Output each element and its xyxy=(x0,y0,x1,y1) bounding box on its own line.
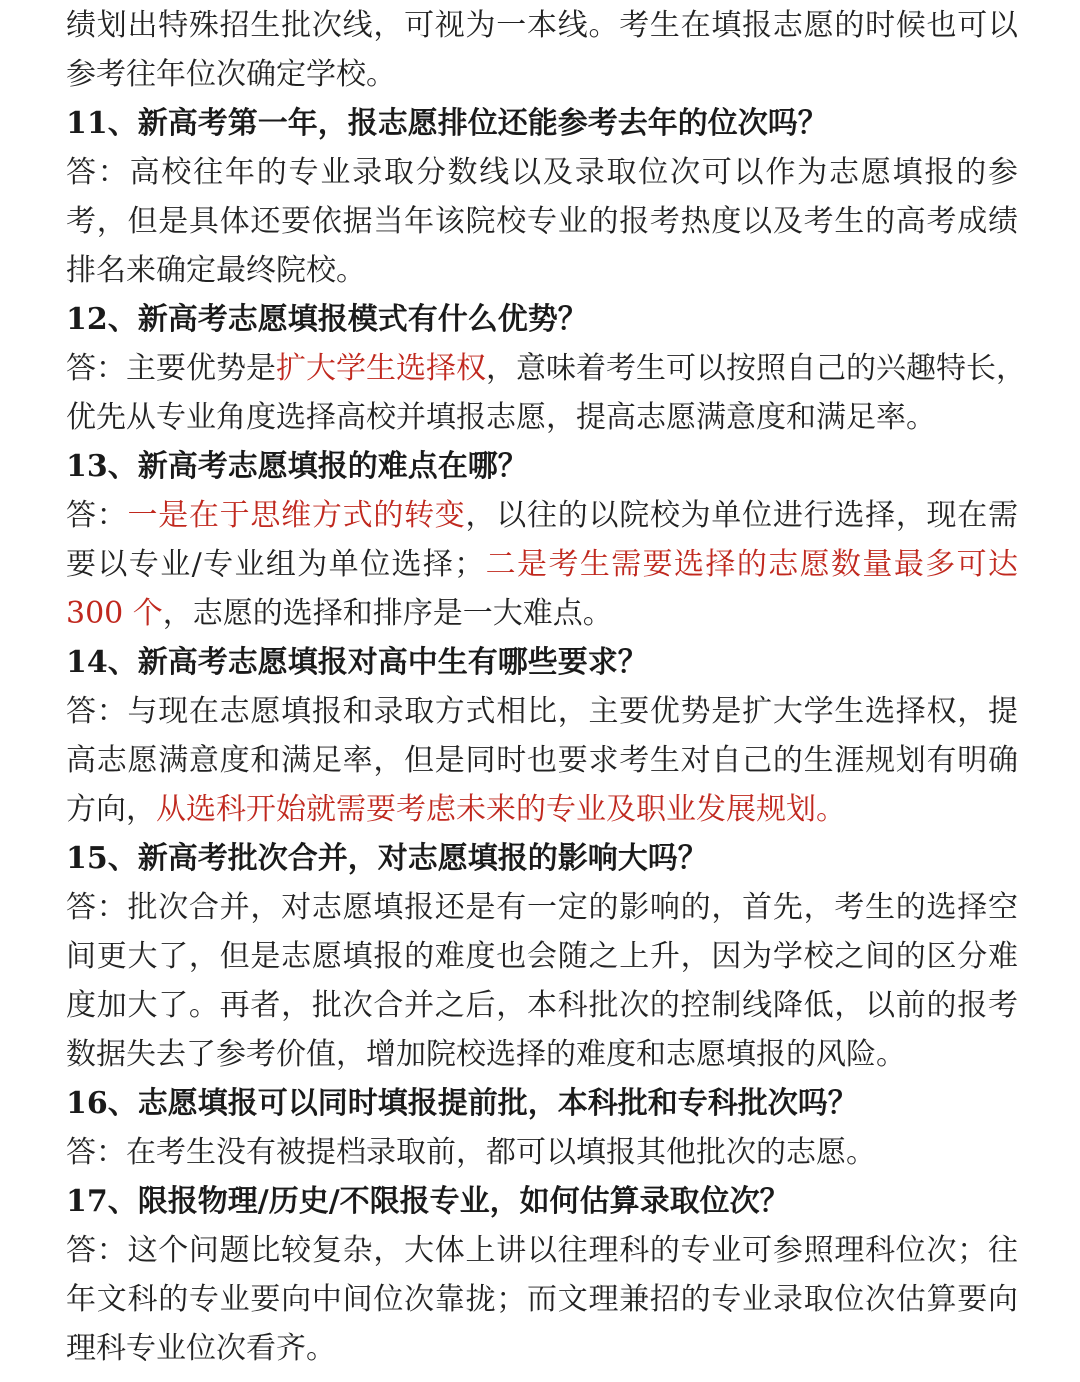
answer-11-line-1: 答：高校往年的专业录取分数线以及录取位次可以作为志愿填报的参 xyxy=(66,155,1018,190)
answer-12-text-cont: ，意味着考生可以按照自己的兴趣特长， xyxy=(486,351,1026,386)
answer-11-line-2: 考，但是具体还要依据当年该院校专业的报考热度以及考生的高考成绩 xyxy=(66,204,1018,239)
answer-13-line-2 xyxy=(66,540,1018,589)
answer-14-highlight: 从选科开始就需要考虑未来的专业及职业发展规划。 xyxy=(156,792,846,827)
answer-14-line-3 xyxy=(66,785,1018,834)
answer-13-text-2: 要以专业/专业组为单位选择； xyxy=(66,547,485,582)
question-11-heading: 11、新高考第一年，报志愿排位还能参考去年的位次吗？ xyxy=(66,106,828,141)
answer-15-line-3: 度加大了。再者，批次合并之后，本科批次的控制线降低，以前的报考 xyxy=(66,988,1018,1023)
answer-14-line-1: 答：与现在志愿填报和录取方式相比，主要优势是扩大学生选择权，提 xyxy=(66,694,1018,729)
answer-16-line-1: 答：在考生没有被提档录取前，都可以填报其他批次的志愿。 xyxy=(66,1135,876,1170)
answer-11-line-3: 排名来确定最终院校。 xyxy=(66,253,366,288)
answer-15-line-2: 间更大了，但是志愿填报的难度也会随之上升，因为学校之间的区分难 xyxy=(66,939,1018,974)
answer-13-line-3 xyxy=(66,589,1018,638)
question-14-heading: 14、新高考志愿填报对高中生有哪些要求？ xyxy=(66,645,648,680)
question-16-heading: 16、志愿填报可以同时填报提前批，本科批和专科批次吗？ xyxy=(66,1086,858,1121)
answer-13-highlight-3: 300 个 xyxy=(66,596,163,631)
intro-line-2: 参考往年位次确定学校。 xyxy=(66,57,396,92)
answer-13-line-1 xyxy=(66,491,1018,540)
document-body xyxy=(66,0,1026,1373)
answer-14-text: 方向， xyxy=(66,792,156,827)
question-17-heading: 17、限报物理/历史/不限报专业，如何估算录取位次？ xyxy=(66,1184,790,1219)
answer-15-line-4: 数据失去了参考价值，增加院校选择的难度和志愿填报的风险。 xyxy=(66,1037,906,1072)
answer-12-highlight: 扩大学生选择权 xyxy=(276,351,486,386)
answer-14-line-2: 高志愿满意度和满足率，但是同时也要求考生对自己的生涯规划有明确 xyxy=(66,743,1018,778)
question-13-heading: 13、新高考志愿填报的难点在哪？ xyxy=(66,449,528,484)
answer-13-prefix: 答： xyxy=(66,498,128,533)
question-12-heading: 12、新高考志愿填报模式有什么优势？ xyxy=(66,302,588,337)
answer-12-line-1 xyxy=(66,344,1026,393)
answer-15-line-1: 答：批次合并，对志愿填报还是有一定的影响的，首先，考生的选择空 xyxy=(66,890,1018,925)
intro-line-1: 绩划出特殊招生批次线，可视为一本线。考生在填报志愿的时候也可以 xyxy=(66,8,1018,43)
answer-12-line-2: 优先从专业角度选择高校并填报志愿，提高志愿满意度和满足率。 xyxy=(66,400,936,435)
answer-13-highlight-2: 二是考生需要选择的志愿数量最多可达 xyxy=(484,547,1019,582)
answer-17-line-3: 理科专业位次看齐。 xyxy=(66,1331,336,1366)
answer-13-highlight-1: 一是在于思维方式的转变 xyxy=(127,498,466,533)
answer-13-text: ，以往的以院校为单位进行选择，现在需 xyxy=(465,498,1019,533)
question-15-heading: 15、新高考批次合并，对志愿填报的影响大吗？ xyxy=(66,841,708,876)
answer-13-text-3: ，志愿的选择和排序是一大难点。 xyxy=(162,596,613,631)
answer-12-text: 答：主要优势是 xyxy=(66,351,276,386)
answer-17-line-2: 年文科的专业要向中间位次靠拢；而文理兼招的专业录取位次估算要向 xyxy=(66,1282,1018,1317)
answer-17-line-1: 答：这个问题比较复杂，大体上讲以往理科的专业可参照理科位次；往 xyxy=(66,1233,1018,1268)
